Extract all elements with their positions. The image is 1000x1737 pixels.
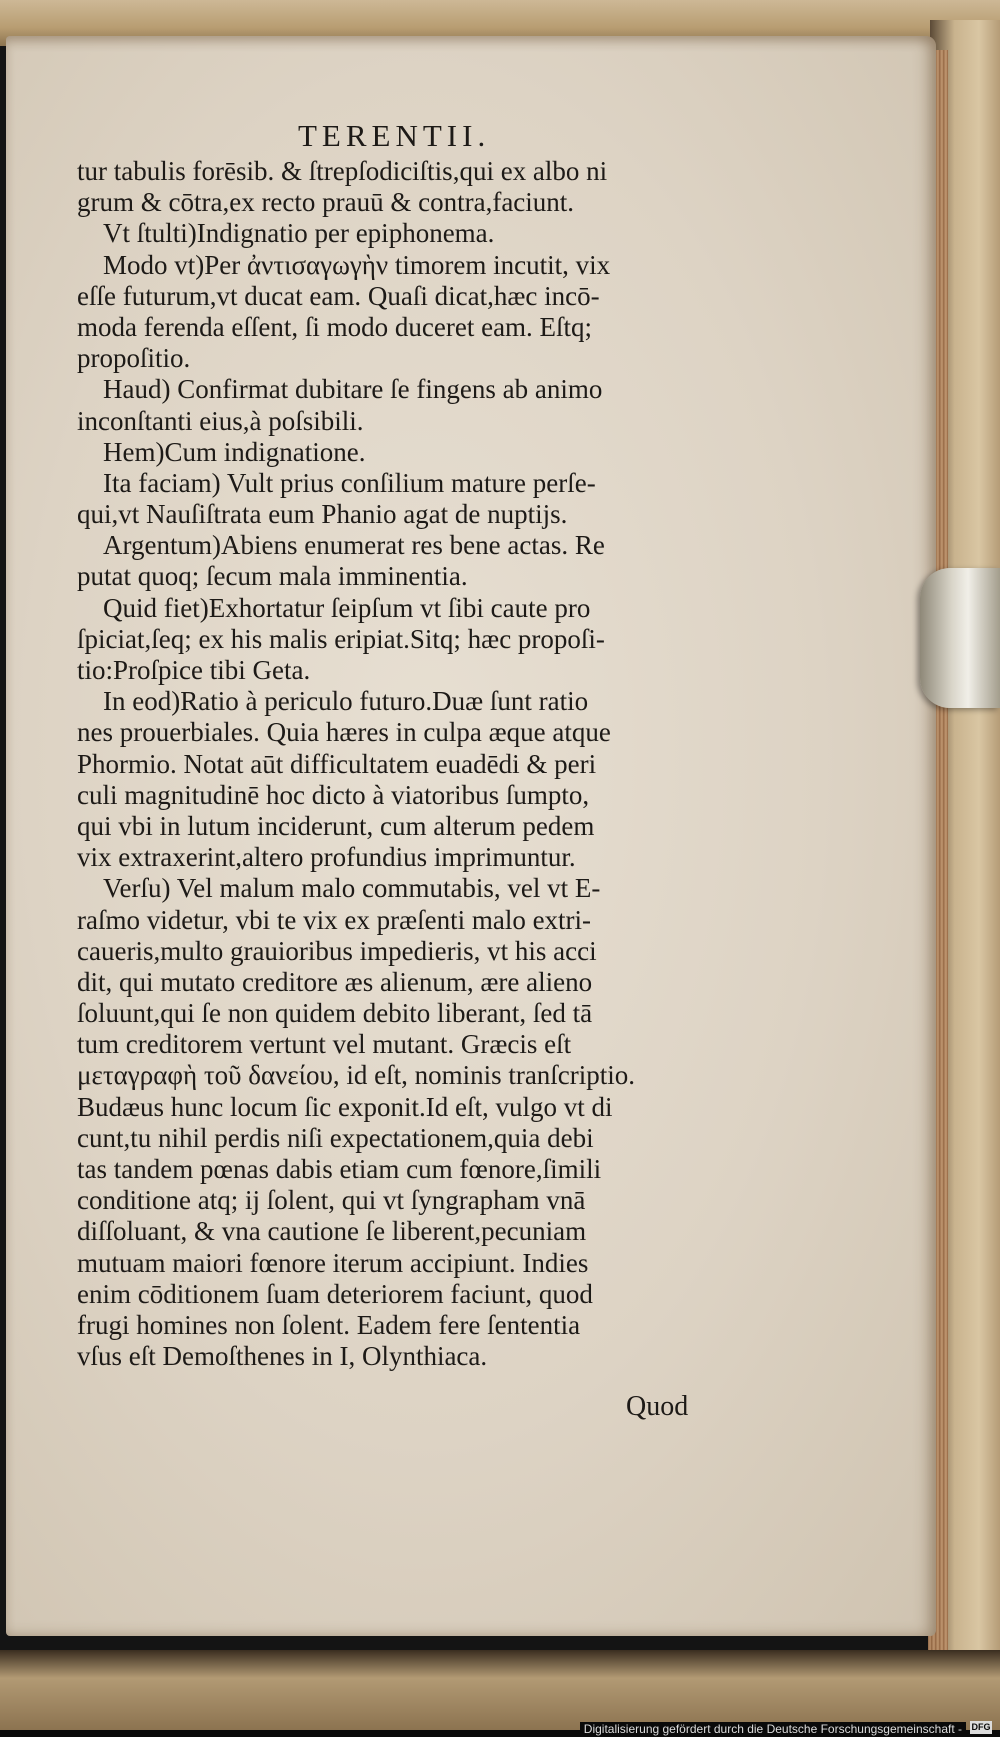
text-line: nes prouerbiales. Quia hæres in culpa æque atque (77, 717, 611, 748)
running-title: TERENTII. (298, 118, 491, 153)
text-line: tio:Proſpice tibi Geta. (77, 655, 311, 685)
text-line: grum & cōtra,ex recto prauū & contra,faciunt. (77, 187, 575, 218)
text-line: caueris,multo grauioribus impedieris, vt his acci (77, 935, 597, 966)
text-line: putat quoq; ſecum mala imminentia. (77, 561, 468, 592)
text-line: culi magnitudinē hoc dicto à viatoribus ſumpto, (77, 779, 590, 810)
text-line: inconſtanti eius,à poſsibili. (77, 405, 364, 436)
text-line: Quid fiet)Exhortatur ſeipſum vt ſibi caute pro (103, 592, 591, 623)
text-line: mutuam maiori fœnore iterum accipiunt. Indies (77, 1247, 589, 1278)
catchword: Quod (626, 1391, 689, 1422)
text-line: Phormio. Notat aūt difficultatem euadēdi & peri (77, 748, 597, 779)
text-line: propoſitio. (77, 343, 191, 374)
text-line: ſoluunt,qui ſe non quidem debito liberant, ſed tā (77, 998, 593, 1029)
text-line: dit, qui mutato creditore æs alienum, ære alieno (77, 966, 593, 997)
commentary-text (77, 156, 717, 1372)
text-line: qui vbi in lutum inciderunt, cum alterum pedem (77, 810, 595, 841)
text-line: vſus eſt Demoſthenes in I, Olynthiaca. (77, 1341, 488, 1372)
dfg-logo: DFG (971, 1722, 991, 1732)
text-line: Hem)Cum indignatione. (103, 436, 366, 467)
text-line: tas tandem pœnas dabis etiam cum fœnore,ſimili (77, 1154, 602, 1184)
text-line: Haud) Confirmat dubitare ſe fingens ab animo (103, 374, 603, 405)
text-line: cunt,tu nihil perdis niſi expectationem,quia debi (77, 1122, 594, 1153)
text-line: moda ferenda eſſent, ſi modo duceret eam. Eſtq; (77, 311, 593, 342)
text-line: Budæus hunc locum ſic exponit.Id eſt, vulgo vt di (77, 1091, 613, 1122)
text-line: frugi homines non ſolent. Eadem fere ſententia (77, 1309, 581, 1340)
text-line: vix extraxerint,altero profundius imprimuntur. (77, 842, 576, 873)
text-line: μεταγραφὴ τοῦ δανείου, id eſt, nominis tranſcriptio. (77, 1060, 636, 1091)
text-line: ſpiciat,ſeq; ex his malis eripiat.Sitq; hæc propoſi- (77, 623, 605, 654)
text-line: tum creditorem vertunt vel mutant. Græcis eſt (77, 1029, 572, 1060)
page-holder-clip (920, 568, 1000, 708)
funding-credit: Digitalisierung gefördert durch die Deutsche Forschungsgemeinschaft - (580, 1722, 966, 1736)
text-line: Modo vt)Per ἀντισαγωγὴν timorem incutit, vix (103, 249, 611, 280)
text-line: qui,vt Nauſiſtrata eum Phanio agat de nuptijs. (77, 499, 568, 530)
text-line: enim cōditionem ſuam deteriorem faciunt, quod (77, 1278, 593, 1309)
book-binding-bottom (0, 1650, 1000, 1730)
text-line: diſſoluant, & vna cautione ſe liberent,pecuniam (77, 1216, 587, 1247)
text-line: tur tabulis forēsib. & ſtrepſodiciſtis,qui ex albo ni (77, 156, 608, 186)
text-line: raſmo videtur, vbi te vix ex præſenti malo extri- (77, 904, 592, 935)
text-line: Ita faciam) Vult prius conſilium mature perſe- (103, 467, 596, 498)
text-line: Verſu) Vel malum malo commutabis, vel vt E- (103, 873, 601, 904)
text-line: Argentum)Abiens enumerat res bene actas. Re (103, 530, 605, 561)
text-line: In eod)Ratio à periculo futuro.Duæ ſunt ratio (103, 686, 589, 717)
text-line: Vt ſtulti)Indignatio per epiphonema. (103, 218, 495, 249)
text-line: eſſe futurum,vt ducat eam. Quaſi dicat,hæc incō- (77, 280, 600, 311)
text-line: conditione atq; ij ſolent, qui vt ſyngrapham vnā (77, 1185, 586, 1216)
